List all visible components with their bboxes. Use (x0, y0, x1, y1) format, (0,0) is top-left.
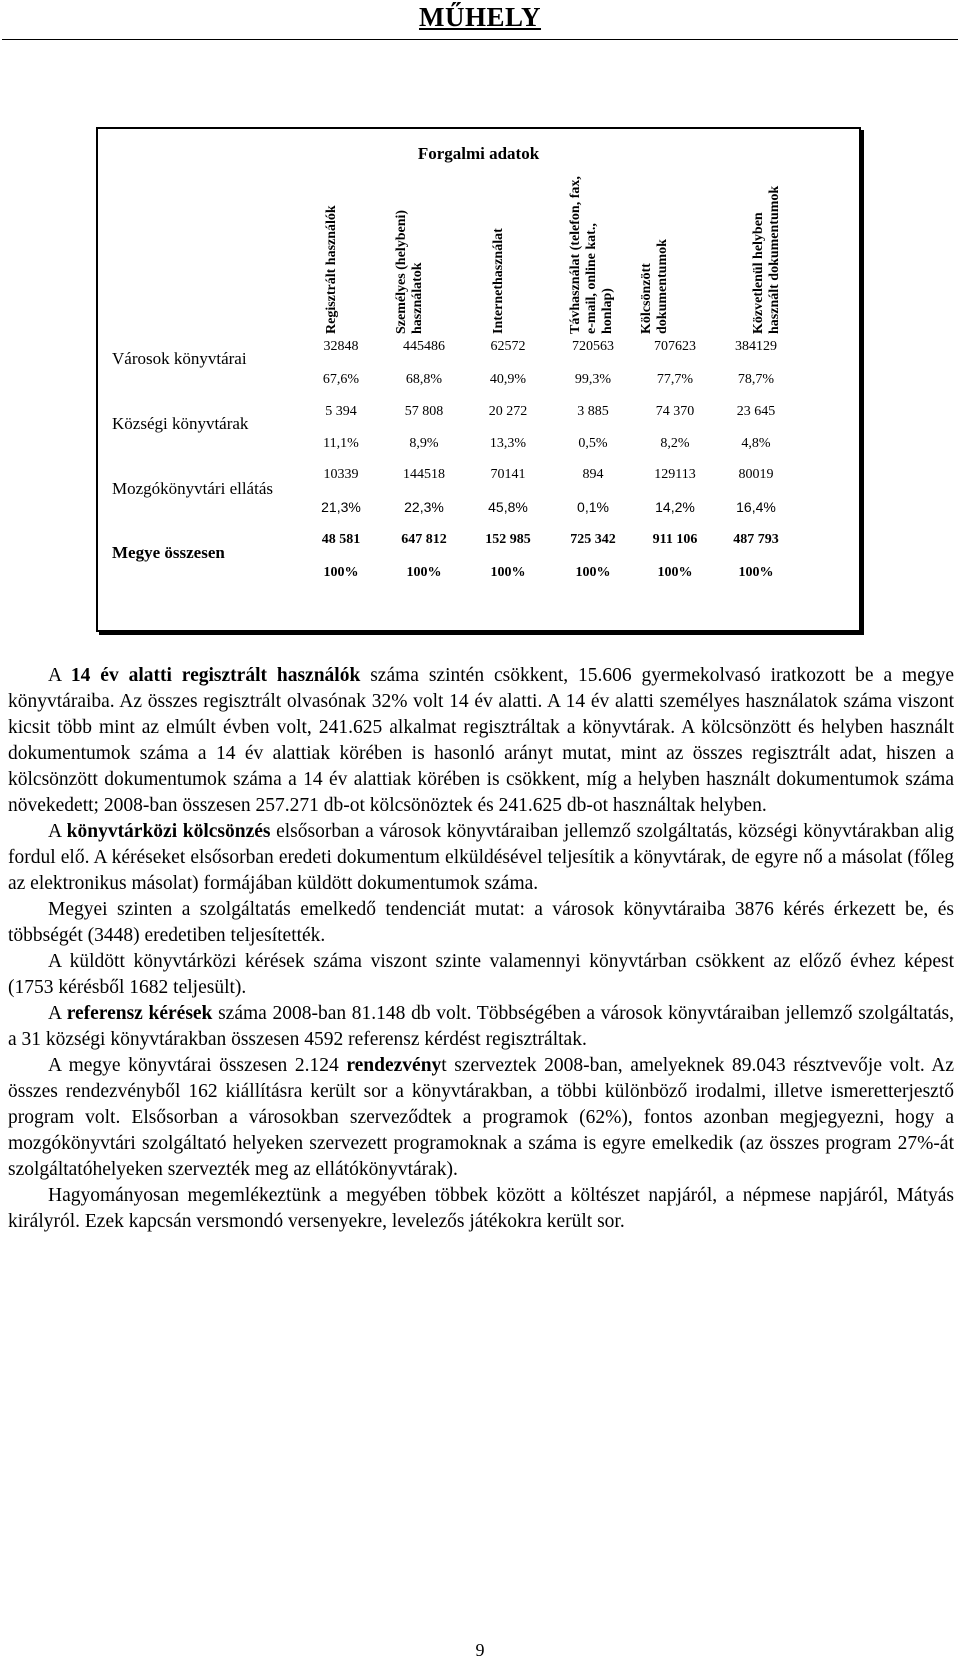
paragraph-text: A megye könyvtárai összesen 2.124 (48, 1055, 347, 1076)
table-cell: 3 885 (577, 404, 609, 419)
table-cell: 487 793 (733, 532, 779, 547)
paragraph-reference-requests (8, 1001, 954, 1053)
table-cell: 45,8% (488, 499, 528, 515)
table-cell: 14,2% (655, 499, 695, 515)
col-header-onsite-documents: Közvetlenül helyben használt dokumentumok (751, 185, 782, 334)
table-cell: 152 985 (485, 532, 531, 547)
table-cell: 0,1% (577, 499, 609, 515)
table-cell: 20 272 (488, 404, 528, 419)
table-cell: 720563 (572, 339, 614, 354)
paragraph-text: száma szintén csökkent, 15.606 gyermekolvasó iratkozott be a megye könyvtáraiba. Az összes regisztrált olvasónak 32% volt 14 év alatti. A 14 év alatti személyes használatok száma viszont kicsit több mint az elmúlt évben volt, 241.625 alkalmat regisztráltak a könyvtárak. A kölcsönzött és helyben használt dokumentumok száma a 14 év alattiak körében is hasonló arányt mutat, mint az összes regisztrált adat, hiszen a kölcsönzött dokumentumok száma a 14 év alattiak körében is csökkent, míg a helyben használt dokumentumok száma növekedett; 2008-ban összesen 257.271 db-ot kölcsönöztek és 241.625 db-ot használtak helyben. (8, 665, 955, 816)
table-cell: 80019 (738, 467, 774, 482)
body-text (8, 663, 954, 1235)
table-cell: 68,8% (405, 372, 443, 387)
table-cell: 74 370 (655, 404, 695, 419)
table-cell: 100% (490, 565, 526, 580)
table-cell: 144518 (403, 467, 445, 482)
col-header-internet-use: Internethasználat (491, 228, 506, 334)
table-cell: 4,8% (741, 436, 771, 451)
table-cell: 647 812 (401, 532, 447, 547)
paragraph-text: elsősorban a városok könyvtáraiban jellemző szolgáltatás, községi könyvtárakban alig fordul elő. A kéréseket elsősorban eredeti dokumentum elküldésével teljesítik a könyvtárak, de egyre nő a másolat (főleg az elektronikus másolat) formájában küldött dokumentumok száma. (8, 821, 954, 894)
table-cell: 911 106 (652, 532, 698, 547)
table-cell: 100% (657, 565, 693, 580)
table-cell: 10339 (323, 467, 359, 482)
table-cell: 32848 (323, 339, 359, 354)
table-cell: 99,3% (574, 372, 612, 387)
table-cell: 445486 (403, 339, 445, 354)
table-cell: 384129 (735, 339, 777, 354)
traffic-data-table (96, 127, 861, 632)
table-cell: 100% (323, 565, 359, 580)
table-cell: 40,9% (489, 372, 527, 387)
table-cell: 67,6% (322, 372, 360, 387)
row-label-villages: Községi könyvtárak (112, 414, 249, 433)
table-cell: 78,7% (737, 372, 775, 387)
emphasis: könyvtárközi kölcsönzés (66, 821, 271, 842)
table-cell: 5 394 (325, 404, 357, 419)
table-cell: 100% (738, 565, 774, 580)
emphasis: rendezvény (346, 1055, 442, 1076)
table-cell: 70141 (490, 467, 526, 482)
paragraph-events (8, 1053, 954, 1183)
table-cell: 129113 (654, 467, 696, 482)
table-cell: 48 581 (321, 532, 361, 547)
table-cell: 21,3% (321, 499, 361, 515)
header-rule (2, 39, 958, 40)
table-cell: 13,3% (489, 436, 527, 451)
paragraph-youth-users (8, 663, 954, 819)
table-caption: Forgalmi adatok (417, 144, 540, 163)
table-cell: 725 342 (570, 532, 616, 547)
row-label-cities: Városok könyvtárai (112, 349, 247, 368)
paragraph-text: A (48, 1003, 67, 1024)
page-header (0, 0, 960, 40)
table-cell: 77,7% (656, 372, 694, 387)
table-cell: 100% (575, 565, 611, 580)
table-cell: 11,1% (323, 436, 359, 451)
row-label-mobile: Mozgókönyvtári ellátás (112, 479, 273, 498)
table-cell: 16,4% (736, 499, 776, 515)
table-cell: 894 (582, 467, 604, 482)
emphasis: referensz kérések (66, 1003, 213, 1024)
paragraph-county-trend: Megyei szinten a szolgáltatás emelkedő tendenciát mutat: a városok könyvtáraiba 3876 kérés érkezett be, és többségét (3448) eredetiben teljesítették. (8, 899, 954, 946)
table-cell: 8,2% (660, 436, 690, 451)
paragraph-interlibrary-loan (8, 819, 954, 897)
row-label-county-total: Megye összesen (112, 543, 225, 562)
col-header-registered-users: Regisztrált használók (324, 205, 339, 334)
table-cell: 23 645 (736, 404, 776, 419)
section-title: MŰHELY (418, 2, 542, 32)
paragraph-text: t szerveztek 2008-ban, amelyeknek 89.043 résztvevője volt. Az összes rendezvényből 162 kiállításra került sor a könyvtárakban, a többi különböző irodalmi, illetve ismeretterjesztő program volt. Elsősorban a városokban szerveződtek a programok (62%), fontos azonban megjegyezni, hogy a mozgókönyvtári szolgáltató helyeken szervezett programoknak a száma is egyre emelkedik (az összes program 27%-át szolgáltatóhelyeken szervezték meg az ellátókönyvtárak). (8, 1055, 954, 1180)
table-cell: 8,9% (409, 436, 439, 451)
table-cell: 707623 (654, 339, 696, 354)
emphasis: 14 év alatti regisztrált használók (70, 665, 361, 686)
page-number: 9 (475, 1640, 485, 1660)
paragraph-text: A (48, 821, 67, 842)
table-cell: 0,5% (578, 436, 608, 451)
col-header-lent-documents: Kölcsönzött dokumentumok (639, 239, 670, 334)
paragraph-text: A (48, 665, 71, 686)
table-cell: 57 808 (404, 404, 444, 419)
table-cell: 22,3% (404, 499, 444, 515)
col-header-personal-use: Személyes (helybeni) használatok (394, 209, 425, 334)
paragraph-sent-requests: A küldött könyvtárközi kérések száma viszont szinte valamennyi könyvtárban csökkent az előző évhez képest (1753 kérésből 1682 teljesült). (8, 951, 954, 998)
table-cell: 100% (406, 565, 442, 580)
col-header-remote-use: Távhasználat (telefon, fax, e-mail, online kat., honlap) (568, 176, 615, 334)
table-cell: 62572 (490, 339, 526, 354)
paragraph-commemorations: Hagyományosan megemlékeztünk a megyében többek között a költészet napjáról, a népmese napjáról, Mátyás királyról. Ezek kapcsán versmondó versenyekre, levelezős játékokra került sor. (8, 1185, 954, 1232)
paragraph-text: száma 2008-ban 81.148 db volt. Többségében a városok könyvtáraiban jellemző szolgáltatás, a 31 községi könyvtárakban összesen 4592 referensz kérdést regisztráltak. (8, 1003, 955, 1050)
